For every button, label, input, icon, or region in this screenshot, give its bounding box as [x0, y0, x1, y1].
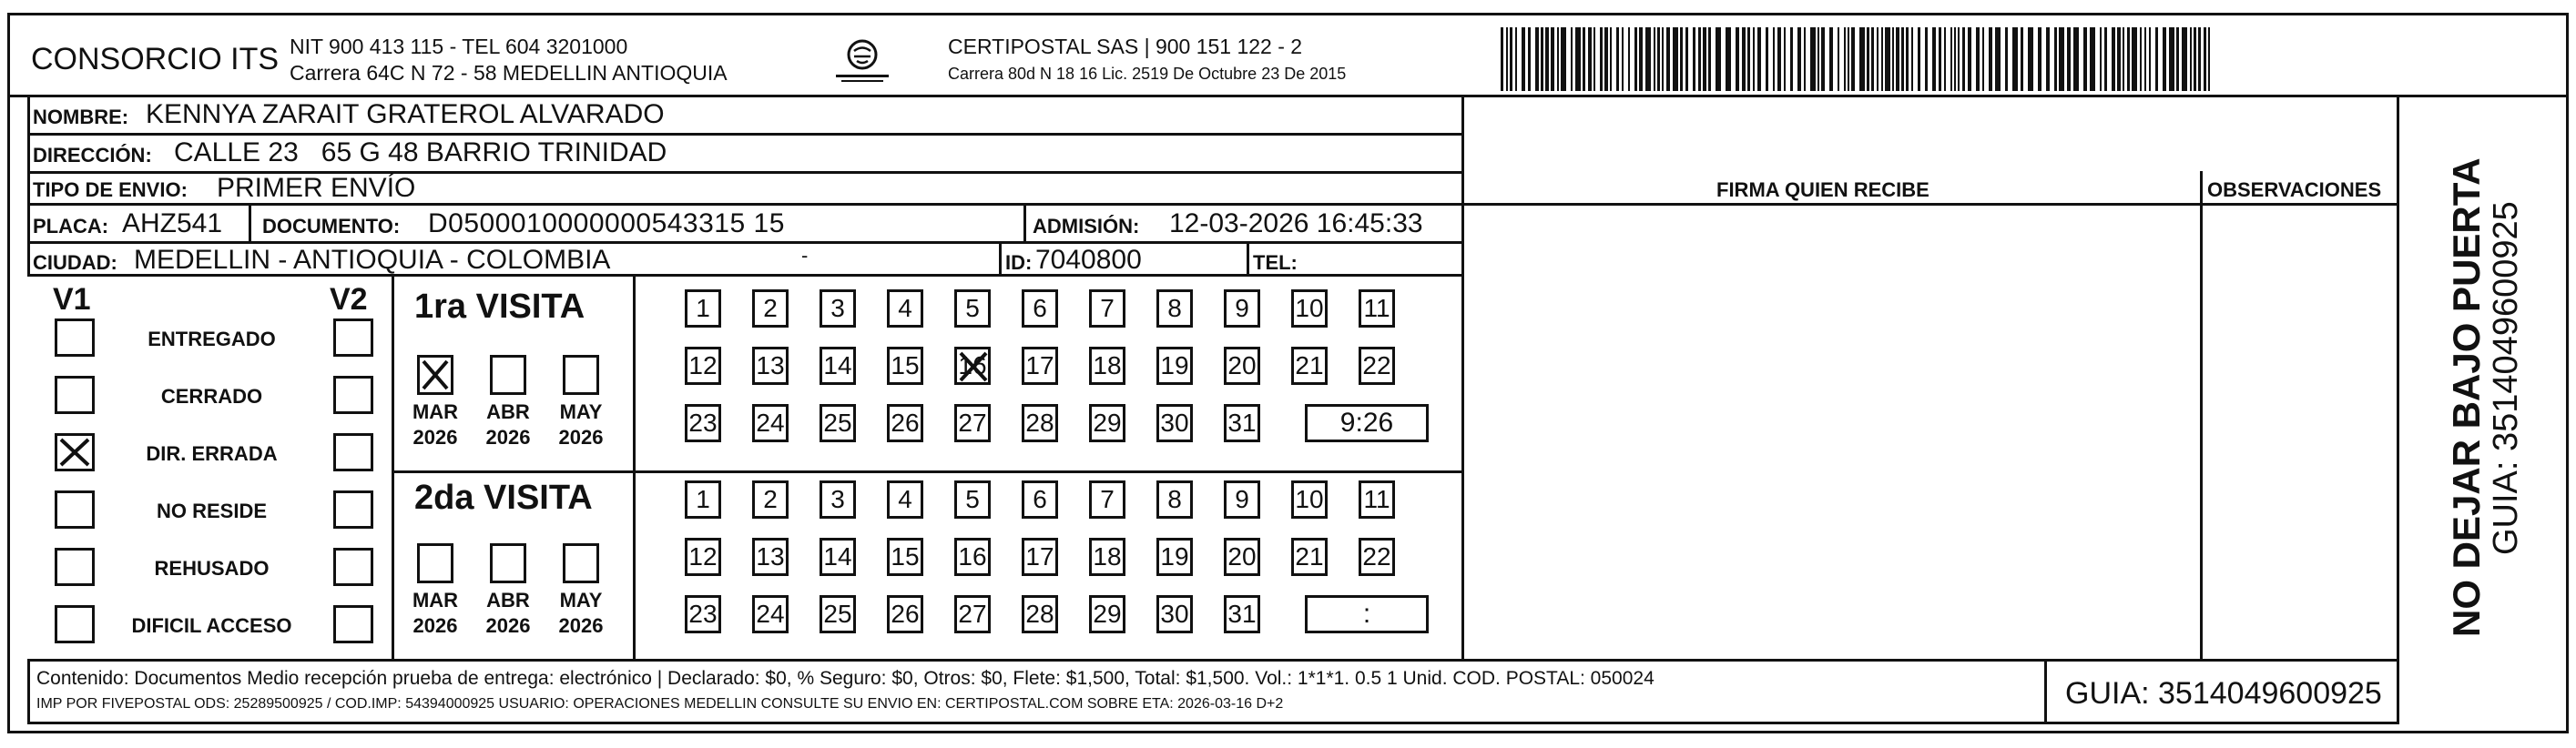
day-checkbox[interactable]: 1 [685, 289, 721, 328]
v1-checkbox[interactable] [55, 433, 95, 471]
day-checkbox[interactable]: 22 [1359, 347, 1395, 385]
day-checkbox[interactable]: 30 [1156, 595, 1193, 633]
admission-value: 12-03-2026 16:45:33 [1169, 208, 1423, 238]
v2-checkbox[interactable] [333, 433, 373, 471]
day-checkbox[interactable]: 24 [752, 404, 789, 442]
id-label: ID: [1005, 251, 1033, 274]
day-checkbox[interactable]: 1 [685, 480, 721, 519]
divider [633, 277, 636, 659]
month-year: 2026 [412, 426, 458, 449]
month-year: 2026 [558, 614, 604, 637]
day-checkbox[interactable]: 17 [1022, 347, 1058, 385]
time-field[interactable]: : [1305, 595, 1429, 633]
day-checkbox[interactable]: 15 [887, 538, 923, 576]
city-label: CIUDAD: [33, 251, 117, 274]
divider [27, 133, 1464, 136]
tel-label: TEL: [1253, 251, 1298, 274]
vertical-guide: GUIA: 3514049600925 [2487, 201, 2525, 555]
v1-checkbox[interactable] [55, 376, 95, 414]
certipostal-logo-icon [830, 35, 894, 91]
day-checkbox[interactable]: 5 [954, 480, 991, 519]
send-type: PRIMER ENVÍO [217, 173, 416, 203]
day-checkbox[interactable]: 21 [1291, 538, 1328, 576]
status-label: ENTREGADO [148, 328, 276, 350]
day-checkbox[interactable]: 12 [685, 538, 721, 576]
document-value: D0500010000000543315 15 [428, 208, 785, 238]
day-checkbox[interactable]: 7 [1089, 480, 1125, 519]
day-checkbox[interactable]: 21 [1291, 347, 1328, 385]
day-checkbox[interactable]: 18 [1089, 538, 1125, 576]
day-checkbox[interactable]: 28 [1022, 595, 1058, 633]
month-checkbox[interactable] [417, 355, 453, 395]
send-type-label: TIPO DE ENVIO: [33, 178, 188, 201]
day-checkbox[interactable]: 19 [1156, 347, 1193, 385]
status-label: NO RESIDE [156, 500, 268, 522]
v1-label: V1 [53, 282, 91, 317]
divider [1461, 171, 1464, 659]
month-label: MAR [412, 589, 459, 612]
city-value: MEDELLIN - ANTIOQUIA - COLOMBIA [134, 245, 611, 275]
day-checkbox[interactable]: 13 [752, 347, 789, 385]
divider [1247, 241, 1249, 277]
status-label: REHUSADO [154, 557, 270, 580]
month-label: ABR [486, 400, 530, 423]
footer-guide: GUIA: 3514049600925 [2065, 676, 2382, 711]
month-year: 2026 [485, 426, 531, 449]
divider [2397, 95, 2399, 659]
day-checkbox[interactable]: 9 [1224, 289, 1260, 328]
signature-label: FIRMA QUIEN RECIBE [1716, 178, 1929, 201]
day-checkbox[interactable]: 29 [1089, 404, 1125, 442]
month-checkbox[interactable] [563, 543, 599, 583]
name-label: NOMBRE: [33, 106, 129, 128]
day-checkbox[interactable]: 31 [1224, 595, 1260, 633]
month-year: 2026 [485, 614, 531, 637]
day-checkbox[interactable]: 10 [1291, 289, 1328, 328]
month-checkbox[interactable] [417, 543, 453, 583]
v2-checkbox[interactable] [333, 548, 373, 586]
footer-line2: IMP POR FIVEPOSTAL ODS: 25289500925 / COD.IMP: 54394000925 USUARIO: OPERACIONES MEDELLIN CONSULTE SU ENVIO EN: CERTIPOSTAL.COM SOBRE ETA: 2026-03-16 D+2 [36, 696, 1284, 712]
month-label: MAR [412, 400, 459, 423]
recipient-address: CALLE 23 65 G 48 BARRIO TRINIDAD [174, 137, 667, 167]
footer-line1: Contenido: Documentos Medio recepción prueba de entrega: electrónico | Declarado: $0, % Seguro: $0, Otros: $0, Flete: $1,500, Total: $1,500. Vol.: 1*1*1. 0.5 1 Unid. COD. POSTAL: 050024 [36, 668, 1655, 689]
v2-checkbox[interactable] [333, 376, 373, 414]
day-checkbox[interactable]: 19 [1156, 538, 1193, 576]
plate-value: AHZ541 [122, 208, 223, 238]
day-checkbox[interactable]: 20 [1224, 538, 1260, 576]
day-checkbox[interactable]: 7 [1089, 289, 1125, 328]
day-checkbox[interactable]: 4 [887, 289, 923, 328]
v2-label: V2 [330, 282, 368, 317]
day-checkbox[interactable]: 9 [1224, 480, 1260, 519]
day-checkbox[interactable]: 15 [887, 347, 923, 385]
day-checkbox[interactable]: 28 [1022, 404, 1058, 442]
divider [2044, 659, 2047, 724]
month-label: MAY [559, 589, 603, 612]
day-checkbox[interactable]: 24 [752, 595, 789, 633]
divider [1023, 203, 1026, 241]
id-value: 7040800 [1035, 245, 1142, 275]
day-checkbox[interactable]: 11 [1359, 289, 1395, 328]
divider [999, 241, 1002, 277]
day-checkbox[interactable]: 23 [685, 404, 721, 442]
city-dash: - [801, 244, 809, 267]
day-checkbox[interactable]: 14 [820, 538, 856, 576]
time-field[interactable]: 9:26 [1305, 404, 1429, 442]
v1-checkbox[interactable] [55, 605, 95, 643]
day-checkbox[interactable]: 3 [820, 480, 856, 519]
day-checkbox[interactable]: 12 [685, 347, 721, 385]
divider [392, 277, 394, 659]
status-label: CERRADO [160, 385, 263, 408]
observations-label: OBSERVACIONES [2207, 178, 2382, 201]
address-label: DIRECCIÓN: [33, 144, 152, 167]
divider [27, 203, 2399, 206]
day-checkbox[interactable]: 26 [887, 595, 923, 633]
admission-label: ADMISIÓN: [1033, 215, 1140, 238]
day-checkbox[interactable]: 25 [820, 404, 856, 442]
carrier-line1: CERTIPOSTAL SAS | 900 151 122 - 2 [948, 35, 1303, 58]
recipient-name: KENNYA ZARAIT GRATEROL ALVARADO [146, 99, 665, 129]
status-label: DIR. ERRADA [146, 442, 278, 465]
month-checkbox[interactable] [563, 355, 599, 395]
v2-checkbox[interactable] [333, 605, 373, 643]
visit2-title: 2da VISITA [414, 479, 593, 517]
company-line1: NIT 900 413 115 - TEL 604 3201000 [290, 35, 628, 58]
day-checkbox[interactable]: 25 [820, 595, 856, 633]
day-checkbox[interactable]: 13 [752, 538, 789, 576]
v1-checkbox[interactable] [55, 318, 95, 357]
day-checkbox[interactable]: 11 [1359, 480, 1395, 519]
month-label: ABR [486, 589, 530, 612]
day-checkbox[interactable]: 6 [1022, 480, 1058, 519]
day-checkbox[interactable]: 17 [1022, 538, 1058, 576]
day-checkbox[interactable]: 23 [685, 595, 721, 633]
day-checkbox[interactable]: 2 [752, 289, 789, 328]
plate-label: PLACA: [33, 215, 109, 238]
month-year: 2026 [558, 426, 604, 449]
v1-checkbox[interactable] [55, 548, 95, 586]
company-name: CONSORCIO ITS [31, 42, 280, 76]
month-year: 2026 [412, 614, 458, 637]
day-checkbox[interactable]: 26 [887, 404, 923, 442]
day-checkbox[interactable]: 27 [954, 595, 991, 633]
day-checkbox[interactable]: 29 [1089, 595, 1125, 633]
day-checkbox[interactable]: 6 [1022, 289, 1058, 328]
document-label: DOCUMENTO: [262, 215, 401, 238]
day-checkbox[interactable]: 4 [887, 480, 923, 519]
divider [392, 470, 1461, 473]
day-checkbox[interactable]: 8 [1156, 480, 1193, 519]
divider [2200, 171, 2203, 659]
day-checkbox[interactable]: 30 [1156, 404, 1193, 442]
day-checkbox[interactable]: 5 [954, 289, 991, 328]
company-line2: Carrera 64C N 72 - 58 MEDELLIN ANTIOQUIA [290, 61, 728, 85]
vertical-notice: NO DEJAR BAJO PUERTA [2445, 157, 2488, 637]
day-checkbox[interactable]: 20 [1224, 347, 1260, 385]
day-checkbox[interactable]: 31 [1224, 404, 1260, 442]
month-checkbox[interactable] [490, 355, 526, 395]
carrier-line2: Carrera 80d N 18 16 Lic. 2519 De Octubre 23 De 2015 [948, 65, 1347, 83]
day-checkbox[interactable]: 10 [1291, 480, 1328, 519]
v1-checkbox[interactable] [55, 490, 95, 529]
visit1-title: 1ra VISITA [414, 288, 585, 326]
day-checkbox[interactable]: 22 [1359, 538, 1395, 576]
day-checkbox[interactable]: 14 [820, 347, 856, 385]
day-checkbox[interactable]: 3 [820, 289, 856, 328]
day-checkbox[interactable]: 27 [954, 404, 991, 442]
day-checkbox[interactable]: 18 [1089, 347, 1125, 385]
day-checkbox[interactable]: 2 [752, 480, 789, 519]
month-checkbox[interactable] [490, 543, 526, 583]
day-checkbox[interactable]: 8 [1156, 289, 1193, 328]
barcode [1501, 27, 2222, 91]
month-label: MAY [559, 400, 603, 423]
status-label: DIFICIL ACCESO [131, 614, 292, 637]
day-checkbox[interactable]: 16 [954, 538, 991, 576]
v2-checkbox[interactable] [333, 490, 373, 529]
check-mark-icon [957, 349, 990, 390]
day-checkbox[interactable]: 16 [954, 347, 991, 385]
v2-checkbox[interactable] [333, 318, 373, 357]
divider [249, 203, 251, 241]
